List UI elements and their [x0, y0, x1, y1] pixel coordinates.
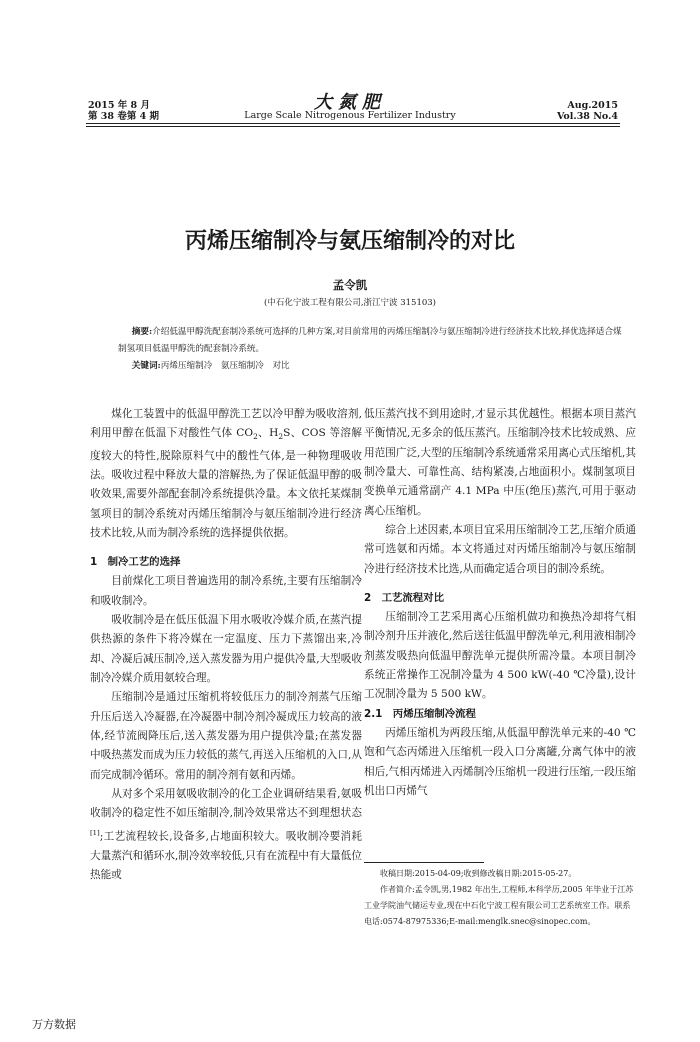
paragraph: 压缩制冷是通过压缩机将较低压力的制冷剂蒸气压缩升压后送入冷凝器,在冷凝器中制冷剂冷凝成压力较高的液体,经节流阀降压后,送入蒸发器为用户提供冷量;在蒸发器中吸热蒸发而成为压力较低的蒸气,再送入压缩机的入口,从而完成制冷循环。常用的制冷剂有氨和丙烯。 [90, 691, 362, 781]
paragraph: 丙烯压缩机为两段压缩,从低温甲醇洗单元来的-40 ℃饱和气态丙烯进入压缩机一段入口分离罐,分离气体中的液相后,气相丙烯进入丙烯制冷压缩机一段进行压缩,一段压缩机出口丙烯气 [364, 727, 636, 798]
left-column [90, 405, 362, 885]
journal-name-en: Large Scale Nitrogenous Fertilizer Industry [244, 110, 456, 121]
citation-ref: [1] [90, 828, 100, 837]
intro-paragraph: 煤化工装置中的低温甲醇洗工艺以冷甲醇为吸收溶剂,利用甲醇在低温下对酸性气体 $CO_2$、$H_2S$、COS 等溶解度较大的特性,脱除原料气中的酸性气体,是一种物理吸收法。吸收过程中释放大量的溶解热,为了保证低温甲醇的吸收效果,需要外部配套制冷系统提供冷量。本文依托某煤制氢项目的制冷系统对丙烯压缩制冷与氨压缩制冷进行经济技术比较,从而为制冷系统的选择提供依据。 [90, 408, 362, 540]
header-volume: Aug.2015 Vol.38 No.4 [556, 100, 618, 122]
footnote [364, 866, 636, 930]
paragraph: 低压蒸汽找不到用途时,才显示其优越性。根据本项目蒸汽平衡情况,无多余的低压蒸汽。压缩制冷技术比较成熟、应用范围广泛,大型的压缩制冷系统通常采用离心式压缩机,其制冷量大、可靠性高、结构紧凑,占地面积小。煤制氢项目变换单元通常副产 4.1 MPa 中压(绝压)蒸汽,可用于驱动离心压缩机。 [364, 408, 636, 517]
abstract-text: 介绍低温甲醇洗配套制冷系统可选择的几种方案,对目前常用的丙烯压缩制冷与氨压缩制冷进行经济技术比较,择优选择适合煤制氢项目低温甲醇洗的配套制冷系统。 [118, 327, 622, 354]
article-title: 丙烯压缩制冷与氨压缩制冷的对比 [184, 229, 515, 254]
footnote-rule [364, 862, 484, 863]
journal-logo: 大氮肥 [314, 92, 386, 113]
right-column [364, 405, 636, 801]
keywords-label: 关键词: [131, 361, 161, 371]
paragraph: 目前煤化工项目普遍选用的制冷系统,主要有压缩制冷和吸收制冷。 [90, 575, 362, 607]
keywords: 丙烯压缩制冷 氨压缩制冷 对比 [160, 361, 290, 371]
abstract-label: 摘要: [131, 327, 153, 337]
paragraph: 综合上述因素,本项目宜采用压缩制冷工艺,压缩介质通常可选氨和丙烯。本文将通过对丙烯压缩制冷与氨压缩制冷进行经济技术比选,从而确定适合项目的制冷系统。 [364, 524, 636, 575]
paragraph: 吸收制冷是在低压低温下用水吸收冷媒介质,在蒸汽提供热源的条件下将冷媒在一定温度、压力下蒸馏出来,冷却、冷凝后减压制冷,送入蒸发器为用户提供冷量,大型吸收制冷冷媒介质用氨较合理。 [90, 614, 362, 685]
subsection-heading-2-1: 2.1 丙烯压缩制冷流程 [364, 707, 476, 720]
header-rule [86, 123, 620, 124]
received-date: 收稿日期:2015-04-09;收到修改稿日期:2015-05-27。 [380, 869, 577, 878]
affiliation: (中石化宁波工程有限公司,浙江宁波 315103) [264, 298, 436, 308]
author-bio: 作者简介:孟令凯,男,1982 年出生,工程师,本科学历,2005 年毕业于江苏工业学院油气储运专业,现在中石化宁波工程有限公司工艺系统室工作。联系电话:0574-87975336;E-mail:menglk.snec@sinopec.com。 [364, 885, 634, 926]
header-issue-date: 2015 年 8 月 第 38 卷第 4 期 [88, 100, 160, 122]
section-heading-1: 1 制冷工艺的选择 [90, 556, 181, 569]
author: 孟令凯 [332, 278, 368, 292]
paragraph: 压缩制冷工艺采用离心压缩机做功和换热冷却将气相制冷剂升压并液化,然后送往低温甲醇洗单元,利用液相制冷剂蒸发吸热向低温甲醇洗单元提供所需冷量。本项目制冷系统正常操作工况制冷量为 4 500 kW(-40 ℃冷量),设计工况制冷量为 5 500 kW。 [364, 610, 636, 701]
abstract [118, 324, 626, 375]
paragraph: 从对多个采用氨吸收制冷的化工企业调研结果看,氨吸收制冷的稳定性不如压缩制冷,制冷效果常达不到理想状态[1];工艺流程较长,设备多,占地面积较大。吸收制冷要消耗大量蒸汽和循环水,制冷效率较低,只有在流程中有大量低位热能或 [90, 788, 362, 882]
header-rule-thin [86, 126, 620, 127]
watermark: 万方数据 [32, 1018, 76, 1031]
section-heading-2: 2 工艺流程对比 [364, 591, 444, 604]
